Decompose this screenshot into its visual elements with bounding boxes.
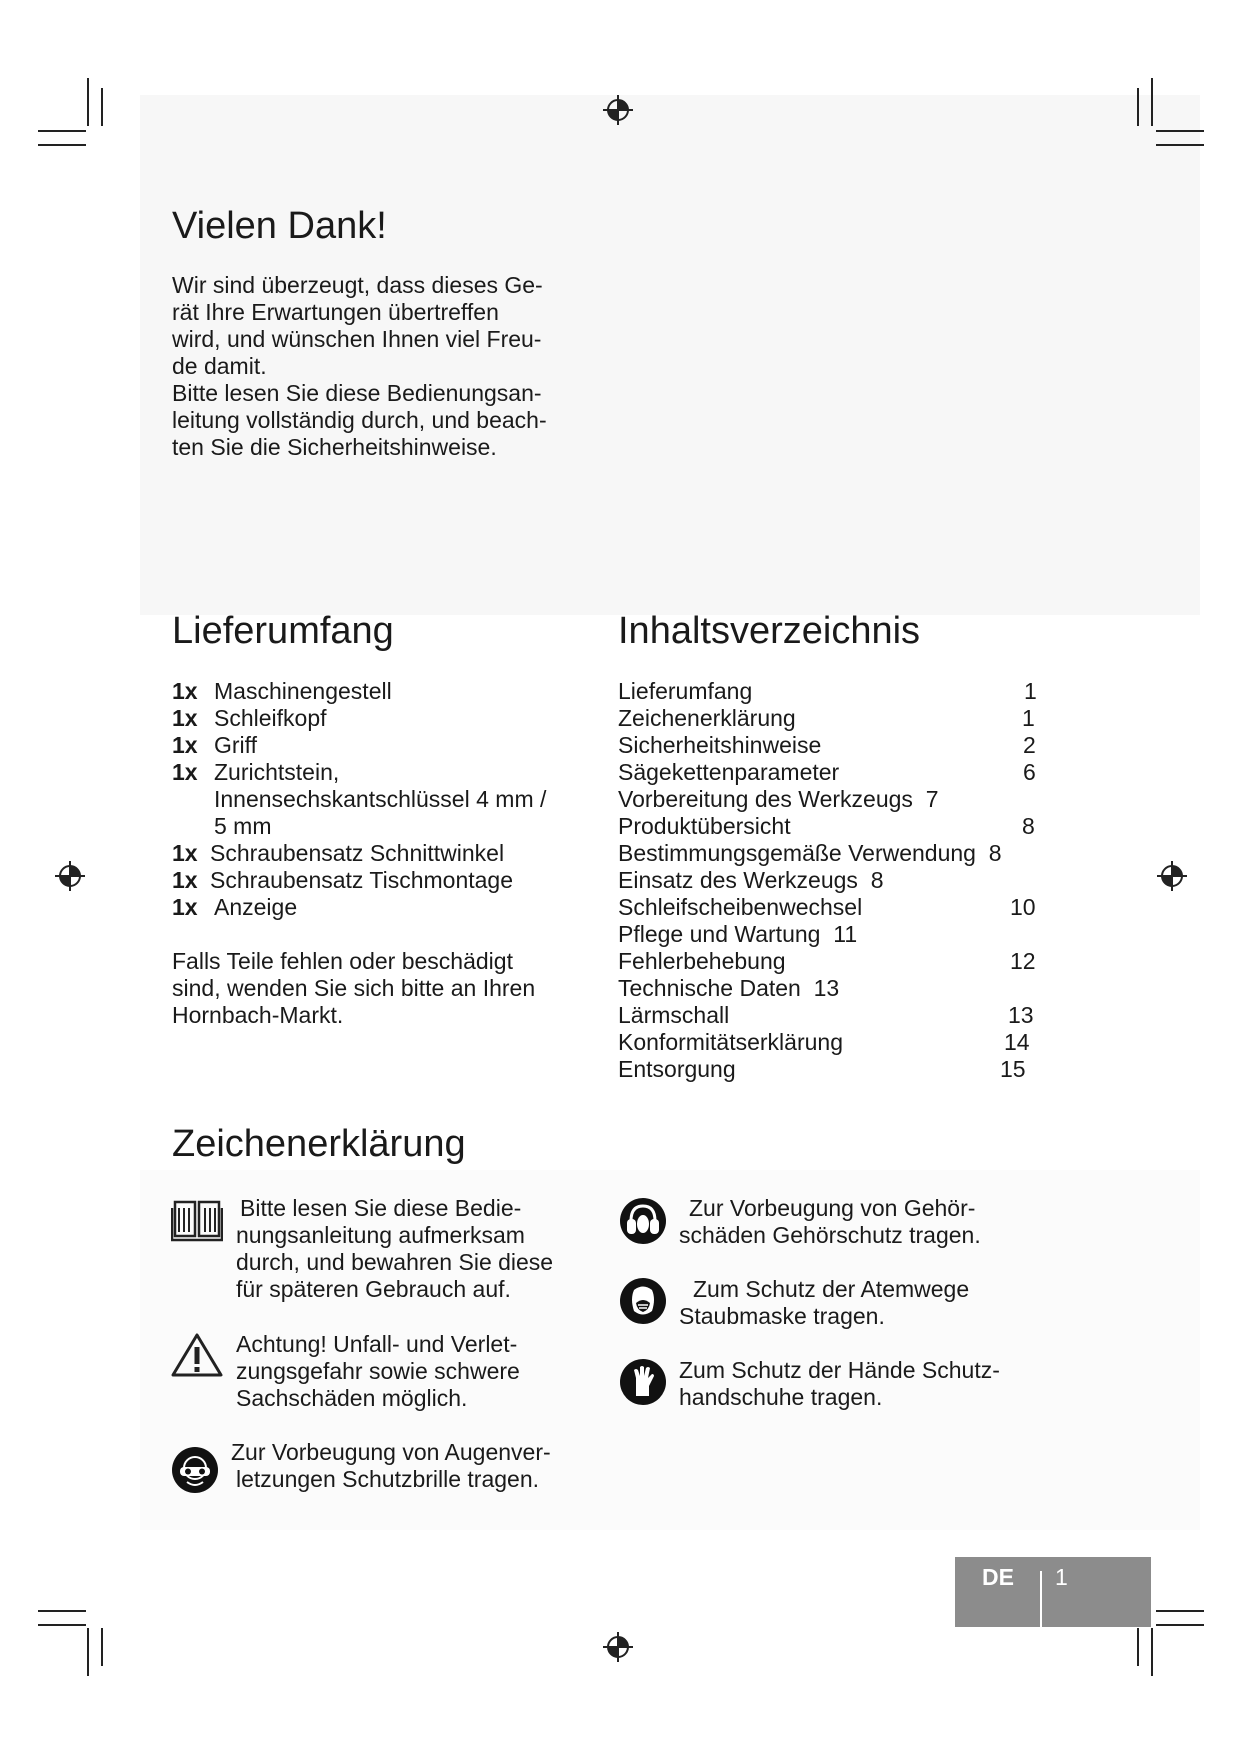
thanks-line: rät Ihre Erwartungen übertreffen (172, 299, 499, 325)
toc-item: Pflege und Wartung 11 (618, 921, 858, 947)
thanks-line: de damit. (172, 353, 267, 379)
page-number: 1 (1055, 1564, 1068, 1590)
symbol-text-line: Bitte lesen Sie diese Bedie- (240, 1195, 522, 1221)
thanks-line: Wir sind überzeugt, dass dieses Ge- (172, 272, 543, 298)
toc-item: Fehlerbehebung 12 (618, 948, 1036, 974)
symbol-text-line: Zur Vorbeugung von Augenver- (231, 1439, 551, 1465)
thanks-line: ten Sie die Sicherheitshinweise. (172, 434, 497, 460)
toc-item: Einsatz des Werkzeugs 8 (618, 867, 884, 893)
delivery-title: Lieferumfang (172, 610, 394, 652)
toc-item: Lieferumfang 1 (618, 678, 1037, 704)
list-item: Innensechskantschlüssel 4 mm / (214, 786, 547, 812)
toc-item: Sägekettenparameter 6 (618, 759, 1036, 785)
toc-item: Vorbereitung des Werkzeugs 7 (618, 786, 939, 812)
delivery-note (172, 948, 586, 1029)
registration-mark-icon (55, 861, 85, 891)
symbol-goggles-text (231, 1439, 597, 1493)
list-item: 1x Zurichtstein, (172, 759, 340, 785)
symbol-mask-text (679, 1276, 1045, 1330)
symbol-gloves-text (679, 1357, 1045, 1411)
list-item: 1x Schleifkopf (172, 705, 327, 731)
gloves-icon (619, 1358, 667, 1406)
symbol-text-line: Zum Schutz der Atemwege (693, 1276, 970, 1302)
toc-item: Konformitätserklärung 14 (618, 1029, 1030, 1055)
symbol-text-line: Zum Schutz der Hände Schutz- (679, 1357, 1000, 1383)
list-item: 5 mm (214, 813, 272, 839)
symbol-text-line: letzungen Schutzbrille tragen. (236, 1466, 540, 1492)
toc-item: Zeichenerklärung 1 (618, 705, 1035, 731)
toc-item: Entsorgung 15 (618, 1056, 1026, 1082)
registration-mark-icon (1157, 861, 1187, 891)
symbol-text-line: durch, und bewahren Sie diese (236, 1249, 554, 1275)
toc-title: Inhaltsverzeichnis (618, 610, 921, 652)
toc-item: Schleifscheibenwechsel 10 (618, 894, 1036, 920)
symbol-text-line: Achtung! Unfall- und Verlet- (236, 1331, 518, 1357)
delivery-list (172, 678, 592, 923)
page-footer-tab (955, 1557, 1151, 1627)
thanks-line: wird, und wünschen Ihnen viel Freu- (172, 326, 542, 352)
symbol-text-line: Zur Vorbeugung von Gehör- (689, 1195, 976, 1221)
warning-triangle-icon (171, 1332, 223, 1378)
delivery-note-line: sind, wenden Sie sich bitte an Ihren (172, 975, 536, 1001)
delivery-note-line: Hornbach-Markt. (172, 1002, 344, 1028)
list-item: 1x Maschinengestell (172, 678, 392, 704)
thanks-title: Vielen Dank! (172, 205, 387, 247)
symbol-hearing-text (679, 1195, 1045, 1249)
list-item: 1x Schraubensatz Tischmontage (172, 867, 514, 893)
list-item: 1x Schraubensatz Schnittwinkel (172, 840, 505, 866)
footer-divider (1040, 1571, 1042, 1627)
registration-mark-icon (603, 1632, 633, 1662)
language-label: DE (982, 1564, 1014, 1590)
toc-item: Produktübersicht 8 (618, 813, 1035, 839)
symbol-text-line: schäden Gehörschutz tragen. (679, 1222, 981, 1248)
thanks-text (172, 272, 584, 461)
toc-item: Technische Daten 13 (618, 975, 840, 1001)
toc-item: Lärmschall 13 (618, 1002, 1034, 1028)
symbol-text-line: handschuhe tragen. (679, 1384, 883, 1410)
list-item: 1x Griff (172, 732, 258, 758)
symbols-title: Zeichenerklärung (172, 1123, 466, 1165)
thanks-line: Bitte lesen Sie diese Bedienungsan- (172, 380, 542, 406)
registration-mark-icon (603, 95, 633, 125)
symbol-text-line: zungsgefahr sowie schwere (236, 1358, 520, 1384)
delivery-note-line: Falls Teile fehlen oder beschädigt (172, 948, 513, 974)
thanks-line: leitung vollständig durch, und beach- (172, 407, 547, 433)
ear-protection-icon (619, 1197, 667, 1245)
symbol-text-line: Sachschäden möglich. (236, 1385, 468, 1411)
symbol-text-line: für späteren Gebrauch auf. (236, 1276, 511, 1302)
toc-item: Bestimmungsgemäße Verwendung 8 (618, 840, 1002, 866)
toc-item: Sicherheitshinweise 2 (618, 732, 1036, 758)
list-item: 1x Anzeige (172, 894, 298, 920)
symbol-text-line: nungsanleitung aufmerksam (236, 1222, 525, 1248)
symbol-text-line: Staubmaske tragen. (679, 1303, 885, 1329)
book-icon (171, 1196, 223, 1242)
symbol-manual-text (236, 1195, 592, 1303)
safety-goggles-icon (171, 1446, 219, 1494)
toc-list (618, 678, 1048, 1088)
dust-mask-icon (619, 1277, 667, 1325)
symbol-warning-text (236, 1331, 592, 1412)
